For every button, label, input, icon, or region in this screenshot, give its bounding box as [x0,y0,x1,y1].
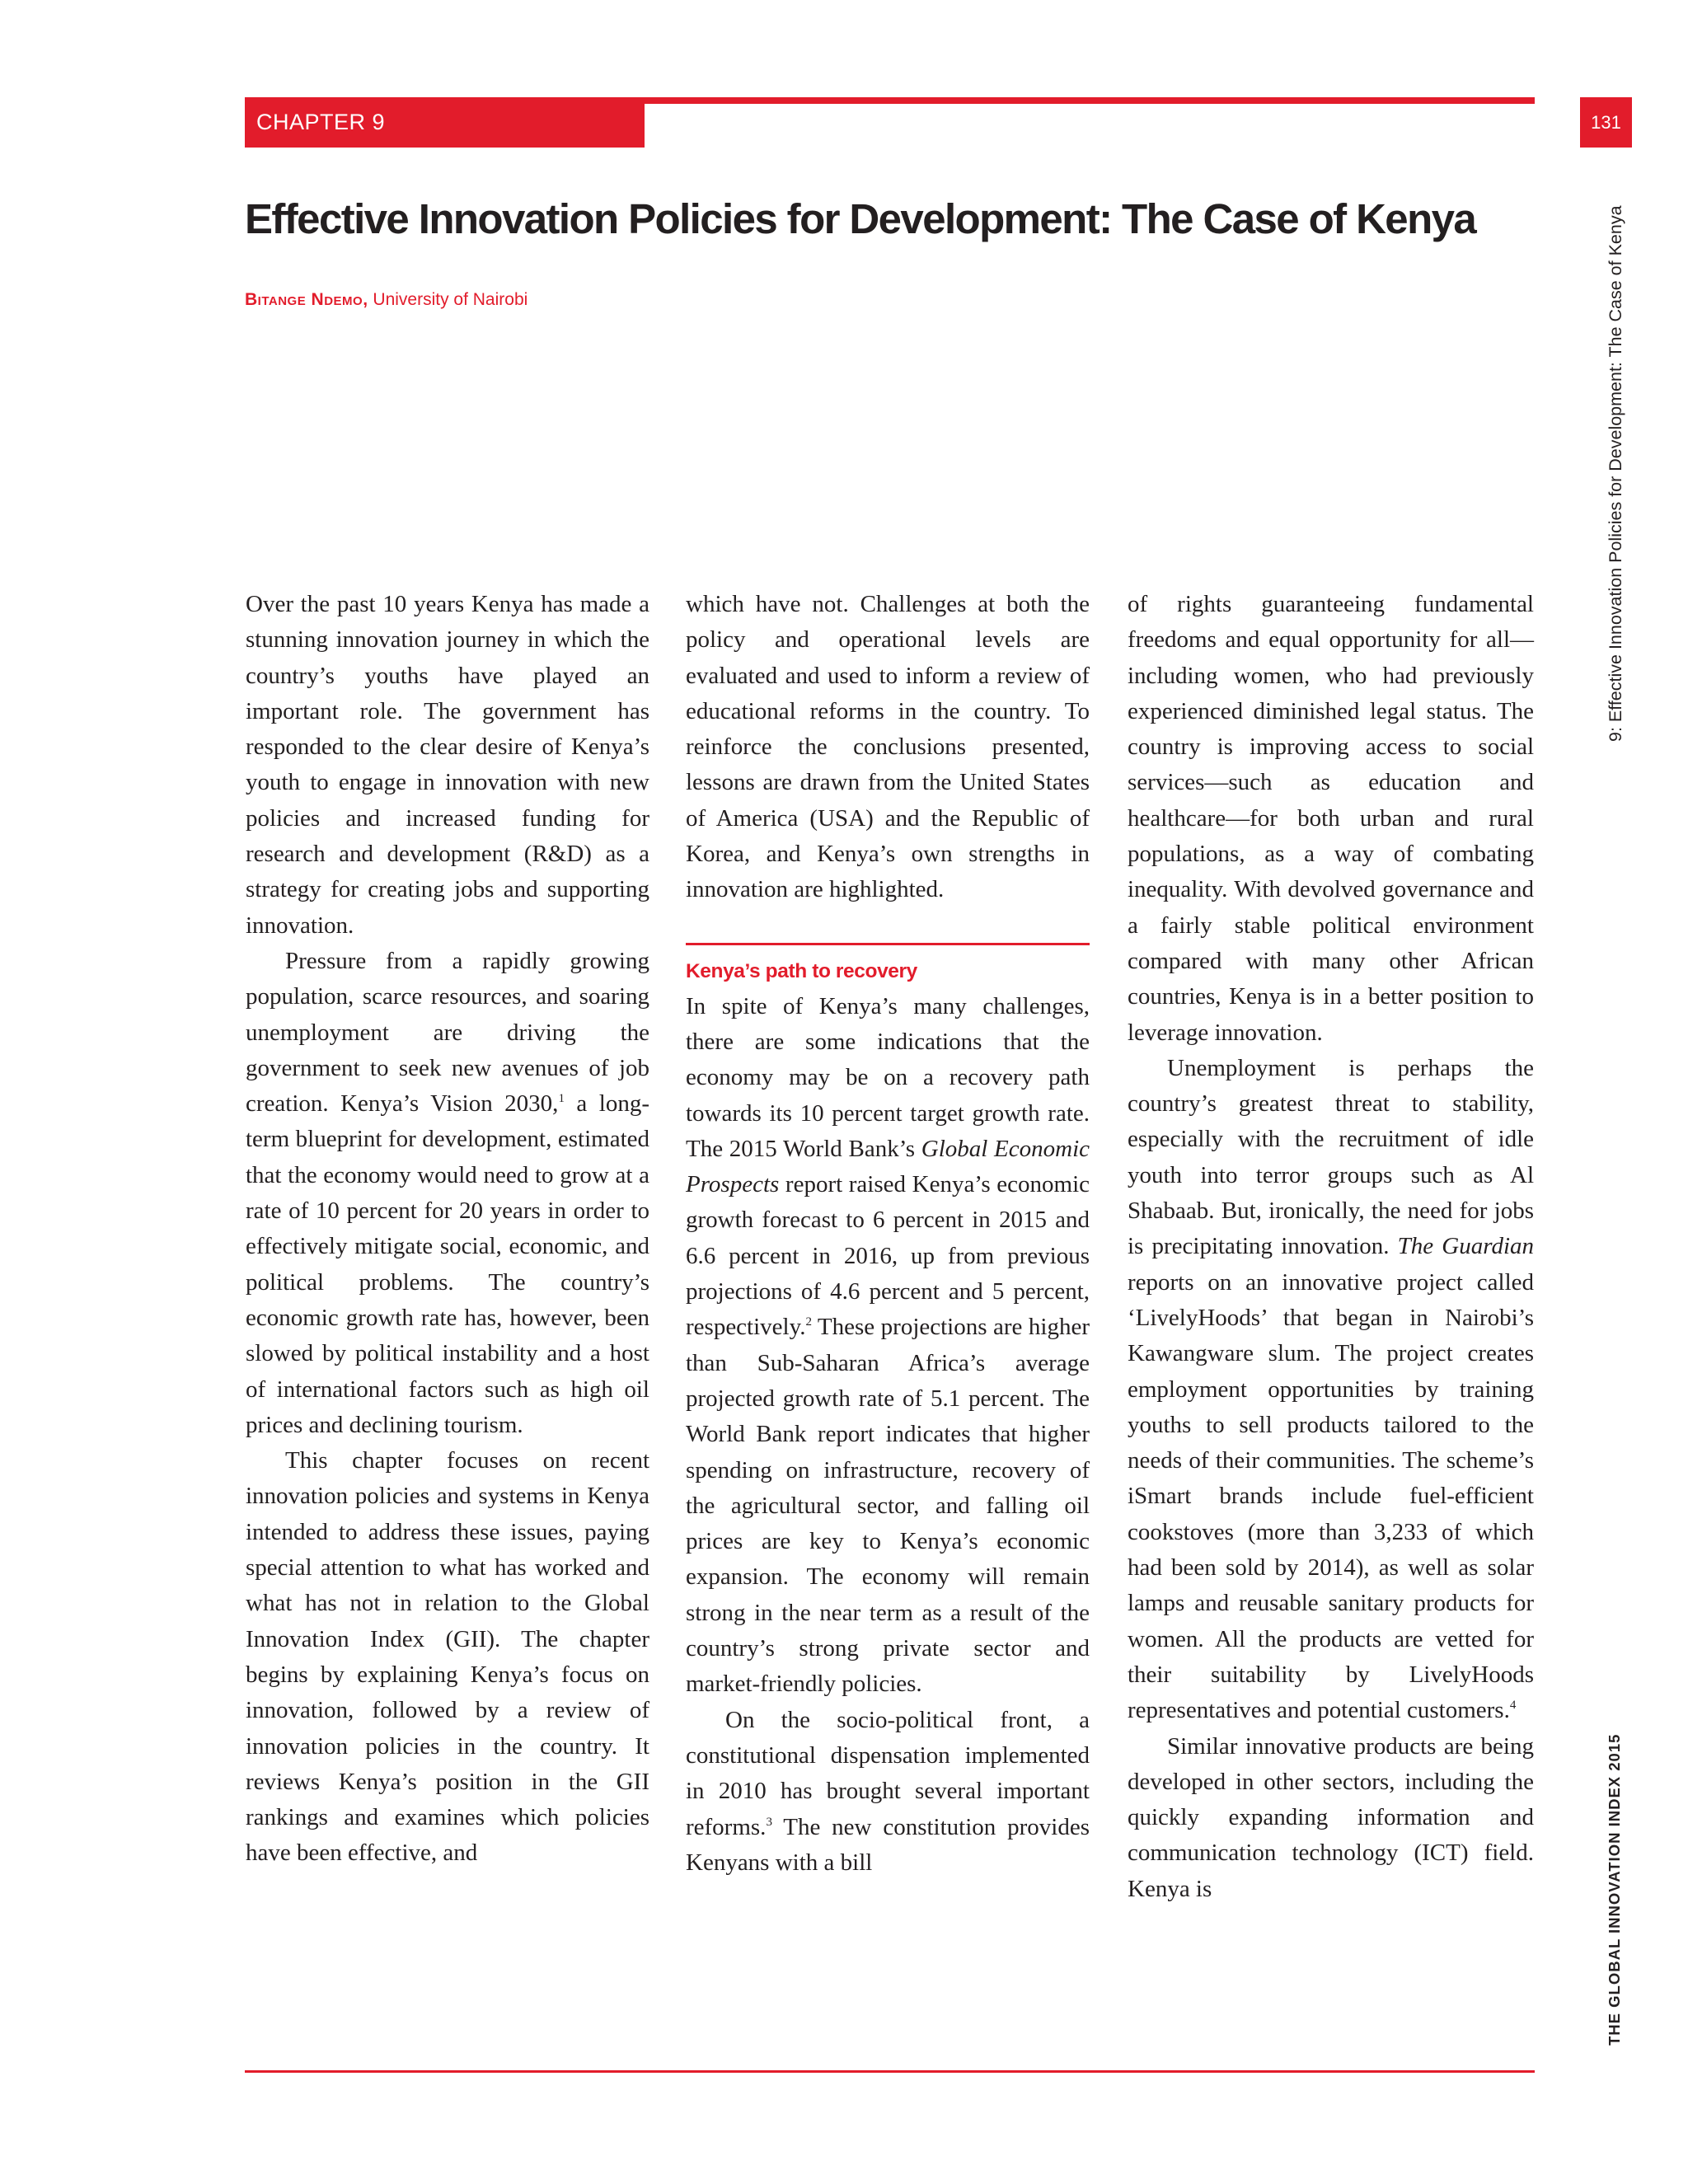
running-head: 9: Effective Innovation Policies for Development: The Case of Kenya [1606,205,1625,742]
series-title: THE GLOBAL INNOVATION INDEX 2015 [1606,1733,1623,2046]
paragraph-text: Over the past 10 years Kenya has made a stunning innovation journey in which the country’s youths have played an important role. The government has responded to the clear desire of Kenya’s youth to engage in innovation with new policies and increased funding for research and development (R&D) as a strategy for creating jobs and supporting innovation. [246,591,649,939]
paragraph [1128,587,1534,1051]
paragraph [686,587,1090,908]
paragraph [246,587,649,944]
footnote-ref[interactable]: 1 [558,1092,565,1106]
section-heading: Kenya’s path to recovery [686,959,917,982]
italic-title: Global Economic Prospects [686,1135,1090,1198]
paragraph-text: of rights guaranteeing fundamental freedoms and equal opportunity for all—including women, who had previously experienced diminished legal status. The country is improving access to social services—such as education and healthcare—for both urban and rural populations, as a way of combating inequality. With devolved governance and a fairly stable political environment compared with many other African countries, Kenya is in a better position to leverage innovation. [1128,591,1534,1046]
author-affiliation: University of Nairobi [373,290,528,309]
paragraph-text: This chapter focuses on recent innovation policies and systems in Kenya intended to address these issues, paying special attention to what has worked and what has not in relation to the Global Innovation Index (GII). The chapter begins by explaining Kenya’s focus on innovation, followed by a review of innovation policies in the country. It reviews Kenya’s position in the GII rankings and examines which policies have been effective, and [246,1447,649,1867]
paragraph-text: Pressure from a rapidly growing population, scarce resources, and soaring unemployment are driving the government to seek new avenues of job creation. Kenya’s Vision 2030, [246,947,649,1118]
text-column-2 [686,587,1090,1881]
paragraph-text: The new constitution provides Kenyans with a bill [686,1813,1090,1876]
paragraph-text: reports on an innovative project called ‘LivelyHoods’ that began in Nairobi’s Kawangware slum. The project creates employment opportunities by training youths to sell products tailored to the needs of their communities. The scheme’s iSmart brands include fuel-efficient cookstoves (more than 3,233 of which had been sold by 2014), as well as solar lamps and reusable sanitary products for women. All the products are vetted for their suitability by LivelyHoods representatives and potential customers. [1128,1268,1534,1724]
text-column-1 [246,587,649,1872]
section-rule [686,943,1090,945]
paragraph [246,944,649,1443]
footnote-ref[interactable]: 3 [766,1815,772,1829]
chapter-title: Effective Innovation Policies for Development: The Case of Kenya [245,195,1476,242]
page-number: 131 [1580,97,1632,148]
paragraph-text: Similar innovative products are being developed in other sectors, including the quickly expanding information and communication technology (ICT) field. Kenya is [1128,1732,1534,1902]
paragraph-text: On the socio-political front, a constitutional dispensation implemented in 2010 has brought several important reforms. [686,1706,1090,1840]
author-line [245,290,528,310]
paragraph-text: In spite of Kenya’s many challenges, there are some indications that the economy may be on a recovery path towards its 10 percent target growth rate. The 2015 World Bank’s [686,992,1090,1162]
footer-rule [245,2070,1535,2073]
paragraph-text: a long-term blueprint for development, estimated that the economy would need to grow at a rate of 10 percent for 20 years in order to effectively mitigate social, economic, and political problems. The country’s economic growth rate has, however, been slowed by political instability and a host of international factors such as high oil prices and declining tourism. [246,1090,649,1438]
paragraph [246,1443,649,1872]
paragraph-text: These projections are higher than Sub-Saharan Africa’s average projected growth rate of 5.1 percent. The World Bank report indicates that higher spending on infrastructure, recovery of the agricultural sector, and falling oil prices are key to Kenya’s economic expansion. The economy will remain strong in the near term as a result of the country’s strong private sector and market-friendly policies. [686,1314,1090,1698]
paragraph-text: Unemployment is perhaps the country’s greatest threat to stability, especially with the recruitment of idle youth into terror groups such as Al Shabaab. But, ironically, the need for jobs is precipitating innovation. [1128,1054,1534,1260]
paragraph-text: report raised Kenya’s economic growth forecast to 6 percent in 2015 and 6.6 percent in 2016, up from previous projections of 4.6 percent and 5 percent, respectively. [686,1171,1090,1341]
text-column-3 [1128,587,1534,1907]
paragraph-text: which have not. Challenges at both the policy and operational levels are evaluated and used to inform a review of educational reforms in the country. To reinforce the conclusions presented, lessons are drawn from the United States of America (USA) and the Republic of Korea, and Kenya’s own strengths in innovation are highlighted. [686,591,1090,903]
italic-title: The Guardian [1397,1233,1534,1260]
chapter-label: CHAPTER 9 [245,97,645,148]
author-name: Bitange Ndemo, [245,290,368,309]
paragraph [686,1703,1090,1881]
footnote-ref[interactable]: 4 [1509,1699,1517,1713]
footnote-ref[interactable]: 2 [805,1315,812,1329]
paragraph [1128,1729,1534,1907]
paragraph [686,989,1090,1703]
paragraph [1128,1051,1534,1729]
